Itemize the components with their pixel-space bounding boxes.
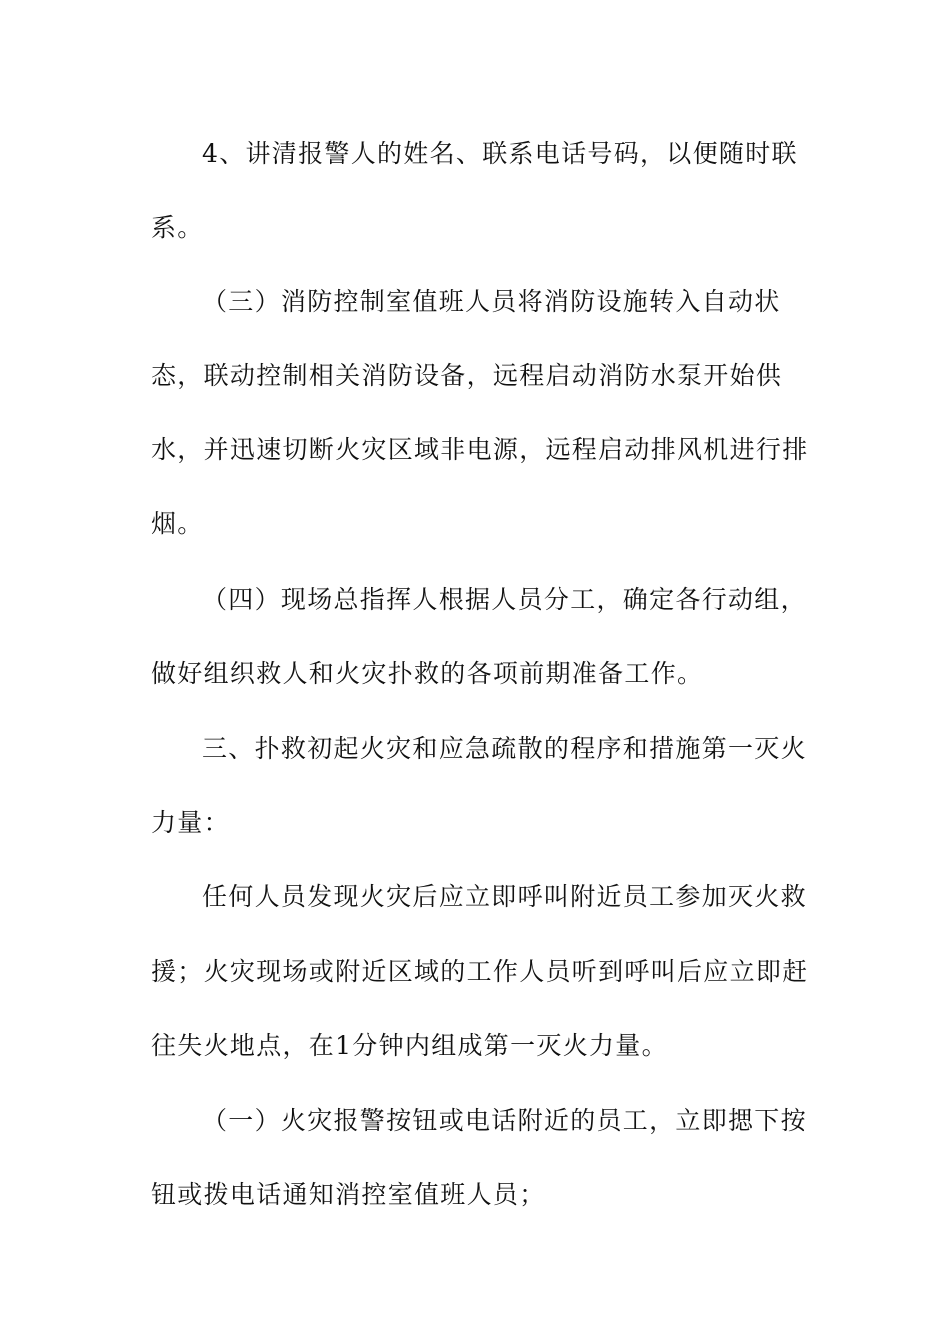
paragraph-5-line-1: 任何人员发现火灾后应立即呼叫附近员工参加灭火救 [202, 882, 807, 911]
paragraph-2-line-2: 态，联动控制相关消防设备，远程启动消防水泵开始供 [151, 361, 783, 390]
paragraph-1-line-1: 4、讲清报警人的姓名、联系电话号码，以便随时联 [202, 139, 798, 168]
paragraph-4-line-1: 三、扑救初起火灾和应急疏散的程序和措施第一灭火 [202, 734, 807, 763]
paragraph-2-line-3: 水，并迅速切断火灾区域非电源，远程启动排风机进行排 [151, 435, 809, 464]
paragraph-1-line-2: 系。 [151, 213, 204, 242]
paragraph-5-line-3: 往失火地点，在1分钟内组成第一灭火力量。 [151, 1031, 668, 1060]
paragraph-4-line-2: 力量： [151, 808, 230, 837]
paragraph-6-line-1: （一）火灾报警按钮或电话附近的员工，立即揌下按 [202, 1106, 807, 1135]
paragraph-2-line-1: （三）消防控制室值班人员将消防设施转入自动状 [202, 287, 781, 316]
paragraph-6-line-2: 钮或拨电话通知消控室值班人员； [151, 1180, 546, 1209]
paragraph-3-line-2: 做好组织救人和火灾扑救的各项前期准备工作。 [151, 659, 704, 688]
paragraph-3-line-1: （四）现场总指挥人根据人员分工，确定各行动组， [202, 585, 807, 614]
paragraph-2-line-4: 烟。 [151, 509, 204, 538]
paragraph-5-line-2: 援；火灾现场或附近区域的工作人员听到呼叫后应立即赶 [151, 957, 809, 986]
